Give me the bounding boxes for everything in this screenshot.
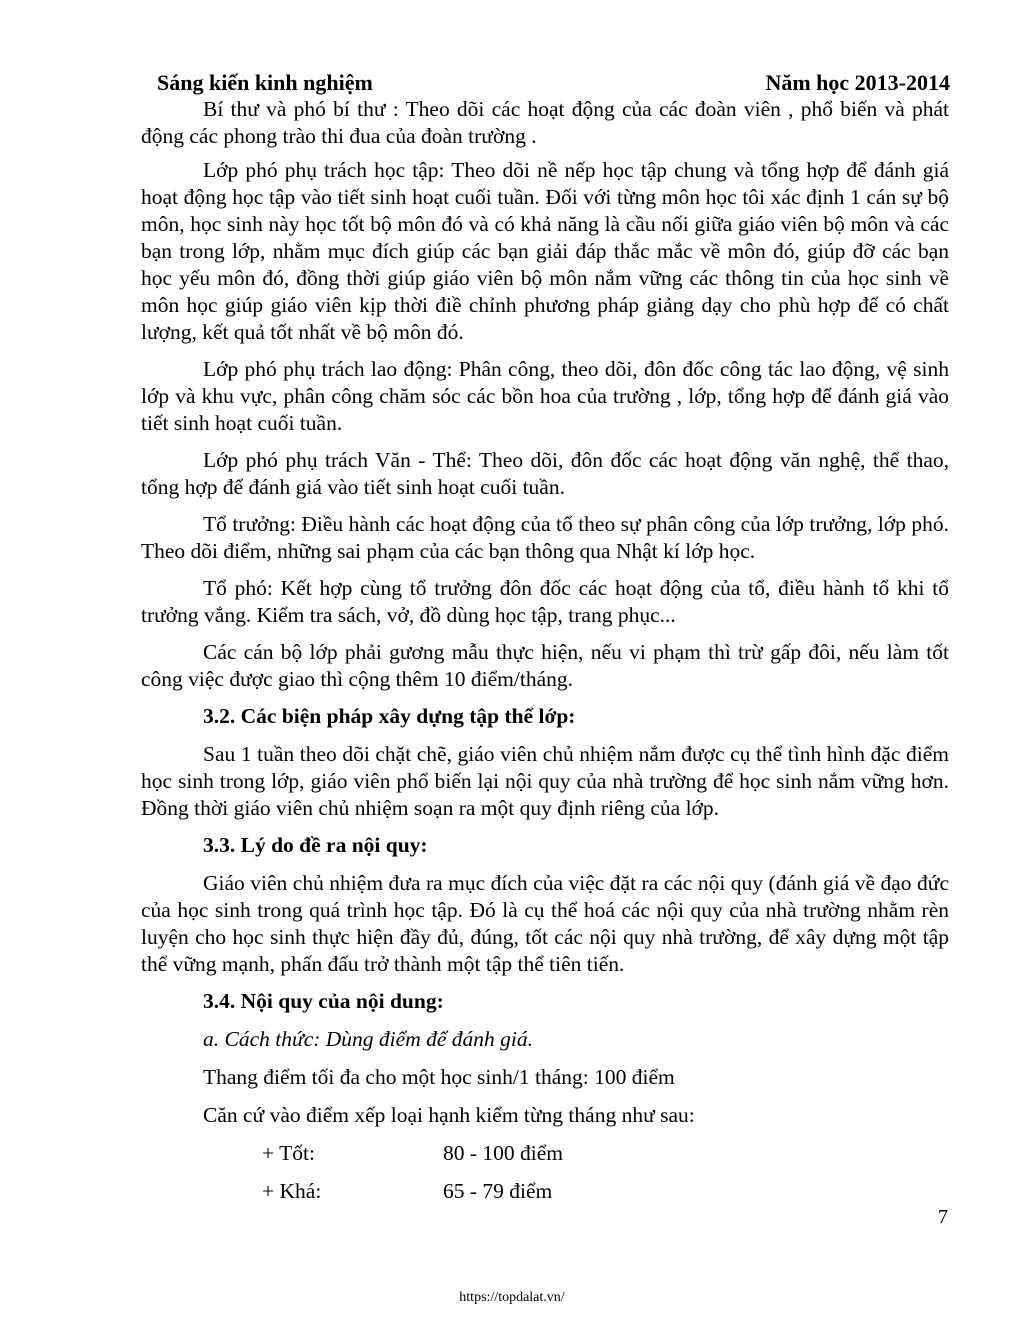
page-body	[141, 96, 949, 1216]
grade-row-good	[141, 1140, 949, 1167]
grading-basis-line: Căn cứ vào điểm xếp loại hạnh kiểm từng tháng như sau:	[203, 1103, 695, 1127]
section-3-3-body: Giáo viên chủ nhiệm đưa ra mục đích của việc đặt ra các nội quy (đánh giá về đạo đức của học sinh trong quá trình học tập. Đó là cụ thể hoá các nội quy của nhà trường nhằm rèn luyện cho học sinh thực hiện đầy đủ, đúng, tốt các nội quy nhà trường, để xây dựng một tập thể vững mạnh, phấn đấu trở thành một tập thể tiên tiến.	[141, 871, 949, 976]
grade-label: + Tốt:	[262, 1141, 315, 1165]
paragraph-secretary: Bí thư và phó bí thư : Theo dõi các hoạt động của các đoàn viên , phổ biến và phát động các phong trào thi đua của đoàn trường .	[141, 97, 949, 148]
section-3-3-heading: 3.3. Lý do đề ra nội quy:	[203, 833, 428, 857]
section-3-4-heading: 3.4. Nội quy của nội dung:	[203, 989, 444, 1013]
grade-row-fair	[141, 1178, 949, 1205]
grade-range: 65 - 79 điểm	[443, 1179, 553, 1203]
paragraph-group-deputy: Tổ phó: Kết hợp cùng tổ trưởng đôn đốc các hoạt động của tổ, điều hành tổ khi tổ trưởng vắng. Kiểm tra sách, vở, đồ dùng học tập, trang phục...	[141, 576, 949, 627]
grade-label: + Khá:	[262, 1179, 322, 1203]
scoring-method: a. Cách thức: Dùng điểm để đánh giá.	[203, 1027, 533, 1051]
header-school-year: Năm học 2013-2014	[765, 70, 950, 95]
page-number: 7	[938, 1206, 948, 1228]
section-3-2-heading: 3.2. Các biện pháp xây dựng tập thể lớp:	[203, 704, 576, 728]
max-score-line: Thang điểm tối đa cho một học sinh/1 tháng: 100 điểm	[203, 1065, 675, 1089]
paragraph-class-officers: Các cán bộ lớp phải gương mẫu thực hiện, nếu vi phạm thì trừ gấp đôi, nếu làm tốt công việc được giao thì cộng thêm 10 điểm/tháng.	[141, 640, 949, 691]
footer-url: https://topdalat.vn/	[459, 1290, 565, 1305]
paragraph-culture-deputy: Lớp phó phụ trách Văn - Thể: Theo dõi, đôn đốc các hoạt động văn nghệ, thể thao, tổng hợp để đánh giá vào tiết sinh hoạt cuối tuần.	[141, 448, 949, 499]
paragraph-group-leader: Tổ trưởng: Điều hành các hoạt động của tổ theo sự phân công của lớp trưởng, lớp phó. Theo dõi điểm, những sai phạm của các bạn thông qua Nhật kí lớp học.	[141, 512, 949, 563]
paragraph-labor-deputy: Lớp phó phụ trách lao động: Phân công, theo dõi, đôn đốc công tác lao động, vệ sinh lớp và khu vực, phân công chăm sóc các bồn hoa của trường , lớp, tổng hợp để đánh giá vào tiết sinh hoạt cuối tuần.	[141, 357, 949, 435]
header-title: Sáng kiến kinh nghiệm	[157, 70, 373, 95]
grade-range: 80 - 100 điểm	[443, 1141, 564, 1165]
paragraph-study-deputy: Lớp phó phụ trách học tập: Theo dõi nề nếp học tập chung và tổng hợp để đánh giá hoạt động học tập vào tiết sinh hoạt cuối tuần. Đối với từng môn học tôi xác định 1 cán sự bộ môn, học sinh này học tốt bộ môn đó và có khả năng là cầu nối giữa giáo viên bộ môn và các bạn trong lớp, nhằm mục đích giúp các bạn giải đáp thắc mắc về môn đó, giúp đỡ các bạn học yếu môn đó, đồng thời giúp giáo viên bộ môn nắm vững các thông tin của học sinh về môn học giúp giáo viên kịp thời điề chỉnh phương pháp giảng dạy cho phù hợp để có chất lượng, kết quả tốt nhất về bộ môn đó.	[141, 158, 949, 344]
section-3-2-body: Sau 1 tuần theo dõi chặt chẽ, giáo viên chủ nhiệm nắm được cụ thể tình hình đặc điểm học sinh trong lớp, giáo viên phổ biến lại nội quy của nhà trường để học sinh nắm vững hơn. Đồng thời giáo viên chủ nhiệm soạn ra một quy định riêng của lớp.	[141, 742, 949, 820]
